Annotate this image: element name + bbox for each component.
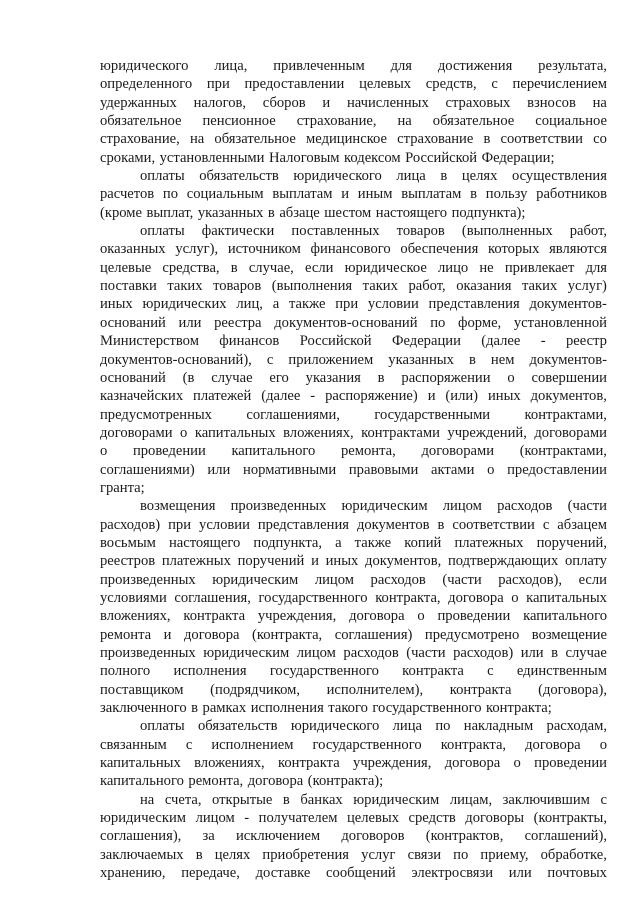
text-line: страхование, на обязательное медицинское страхование в соответствии со [100, 131, 607, 148]
text-line: о проведении капитального ремонта, договорами (контрактами, [100, 443, 607, 460]
paragraph [100, 497, 607, 717]
text-line: связанным с исполнением государственного контракта, договора о [100, 736, 607, 753]
text-line: соглашениями) или нормативными правовыми актами о предоставлении [100, 461, 607, 478]
paragraph [100, 222, 607, 497]
text-line: договорами о капитальных вложениях, контрактами учреждений, договорами [100, 424, 607, 441]
text-line: реестров платежных поручений и иных документов, подтверждающих оплату [100, 553, 607, 570]
text-line: на счета, открытые в банках юридическим лицам, заключившим с [140, 791, 607, 808]
text-line: целевые средства, в случае, если юридическое лицо не привлекает для [100, 259, 607, 276]
text-line: оплаты фактически поставленных товаров (выполненных работ, [140, 223, 607, 240]
text-line: оказанных услуг), источником финансового обеспечения которых являются [100, 241, 607, 258]
text-line: поставки таких товаров (выполнения таких работ, оказания таких услуг) [100, 278, 607, 295]
paragraph [100, 791, 607, 883]
paragraph [100, 717, 607, 790]
text-line: заключаемых в целях приобретения услуг связи по приему, обработке, [100, 846, 607, 863]
text-line: капитальных вложениях, контракта учреждения, договора о проведении [100, 755, 607, 772]
text-line: казначейских платежей (далее - распоряжение) и (или) иных документов, [100, 388, 607, 405]
text-line: оснований (в случае его указания в распоряжении о совершении [100, 369, 607, 386]
text-line: полного исполнения государственного контракта с единственным [100, 663, 607, 680]
text-line: Министерством финансов Российской Федерации (далее - реестр [100, 333, 607, 350]
text-line: иных юридических лиц, а также при условии представления документов- [100, 296, 607, 313]
text-line: хранению, передаче, доставке сообщений электросвязи или почтовых [100, 865, 607, 882]
text-line: юридическим лицом - получателем целевых средств договоры (контракты, [100, 810, 607, 827]
text-line: (кроме выплат, указанных в абзаце шестом настоящего подпункта); [100, 204, 526, 221]
text-line: условиями соглашения, государственного контракта, договора о капитальных [100, 589, 607, 606]
text-line: вложениях, контракта учреждения, договора о проведении капитального [100, 608, 607, 625]
text-line: оснований или реестра документов-оснований по форме, установленной [100, 314, 607, 331]
text-line: произведенных юридическим лицом расходов (части расходов), если [100, 571, 607, 588]
paragraph [100, 57, 607, 167]
text-line: произведенных юридическим лицом расходов (части расходов) или в случае [100, 645, 607, 661]
text-line: оплаты обязательств юридического лица по накладным расходам, [140, 718, 607, 735]
text-line: восьмым настоящего подпункта, а также копий платежных поручений, [100, 534, 607, 551]
text-line: гранта; [100, 479, 145, 496]
text-line: оплаты обязательств юридического лица в целях осуществления [140, 168, 607, 185]
text-line: поставщиком (подрядчиком, исполнителем), контракта (договора), [100, 681, 607, 698]
text-line: юридического лица, привлеченным для достижения результата, [100, 58, 607, 74]
text-line: капитального ремонта, договора (контракта); [100, 773, 384, 790]
text-line: ремонта и договора (контракта, соглашения) предусмотрено возмещение [100, 626, 607, 643]
text-line: документов-оснований), с приложением указанных в нем документов- [100, 351, 607, 368]
text-line: возмещения произведенных юридическим лицом расходов (части [140, 498, 607, 515]
text-line: обязательное пенсионное страхование, на обязательное социальное [100, 113, 607, 130]
text-line: определенного при предоставлении целевых средств, с перечислением [100, 76, 607, 93]
text-line: расчетов по социальным выплатам и иным выплатам в пользу работников [100, 186, 607, 203]
text-line: удержанных налогов, сборов и начисленных страховых взносов на [100, 94, 607, 111]
text-line: заключенного в рамках исполнения такого государственного контракта; [100, 700, 552, 717]
paragraph [100, 167, 607, 222]
text-line: сроками, установленными Налоговым кодексом Российской Федерации; [100, 149, 555, 166]
text-line: соглашения), за исключением договоров (контрактов, соглашений), [100, 828, 607, 845]
text-line: предусмотренных соглашениями, государственными контрактами, [100, 406, 607, 423]
text-line: расходов) при условии представления документов в соответствии с абзацем [100, 516, 607, 533]
